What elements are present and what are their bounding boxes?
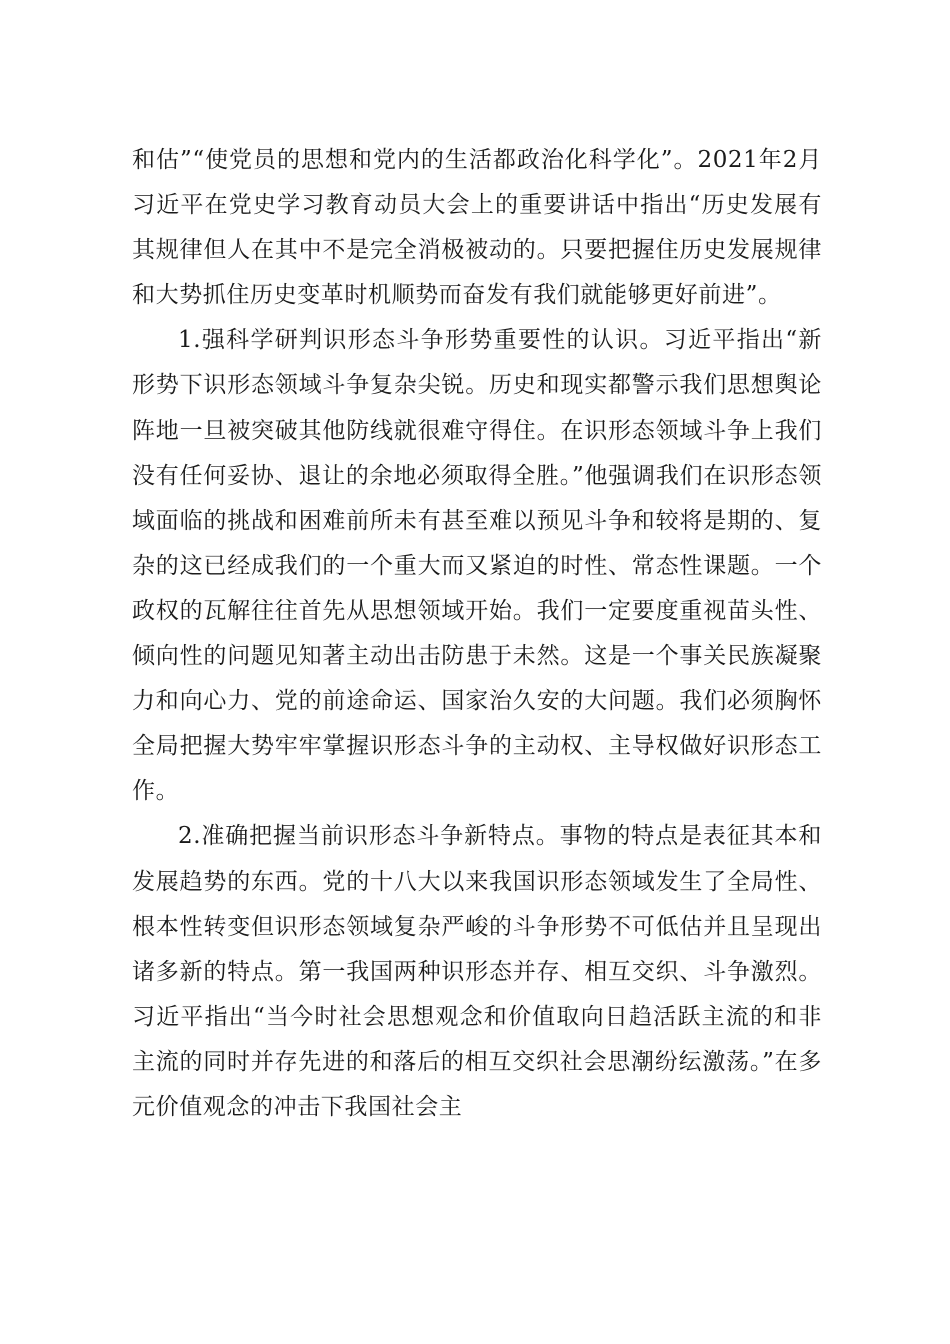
paragraph-1: 和估”“使党员的思想和党内的生活都政治化科学化”。2021年2月习近平在党史学习教育动员大会上的重要讲话中指出“历史发展有其规律但人在其中不是完全消极被动的。只要把握住历史发展规律和大势抓住历史变革时机顺势而奋发有我们就能够更好前进”。 — [132, 147, 822, 309]
paragraph-2: 1.强科学研判识形态斗争形势重要性的认识。习近平指出“新形势下识形态领域斗争复杂尖锐。历史和现实都警示我们思想舆论阵地一旦被突破其他防线就很难守得住。在识形态领域斗争上我们没有任何妥协、退让的余地必须取得全胜。”他强调我们在识形态领域面临的挑战和困难前所未有甚至难以预见斗争和较将是期的、复杂的这已经成我们的一个重大而又紧迫的时性、常态性课题。一个政权的瓦解往往首先从思想领域开始。我们一定要度重视苗头性、倾向性的问题见知著主动出击防患于未然。这是一个事关民族凝聚力和向心力、党的前途命运、国家治久安的大问题。我们必须胸怀全局把握大势牢牢掌握识形态斗争的主动权、主导权做好识形态工作。 — [132, 327, 822, 805]
paragraph-3: 2.准确把握当前识形态斗争新特点。事物的特点是表征其本和发展趋势的东西。党的十八大以来我国识形态领域发生了全局性、根本性转变但识形态领域复杂严峻的斗争形势不可低估并且呈现出诸多新的特点。第一我国两种识形态并存、相互交织、斗争激烈。习近平指出“当今时社会思想观念和价值取向日趋活跃主流的和非主流的同时并存先进的和落后的相互交织社会思潮纷纭激荡。”在多元价值观念的冲击下我国社会主 — [132, 823, 822, 1120]
document-body — [132, 138, 822, 1130]
